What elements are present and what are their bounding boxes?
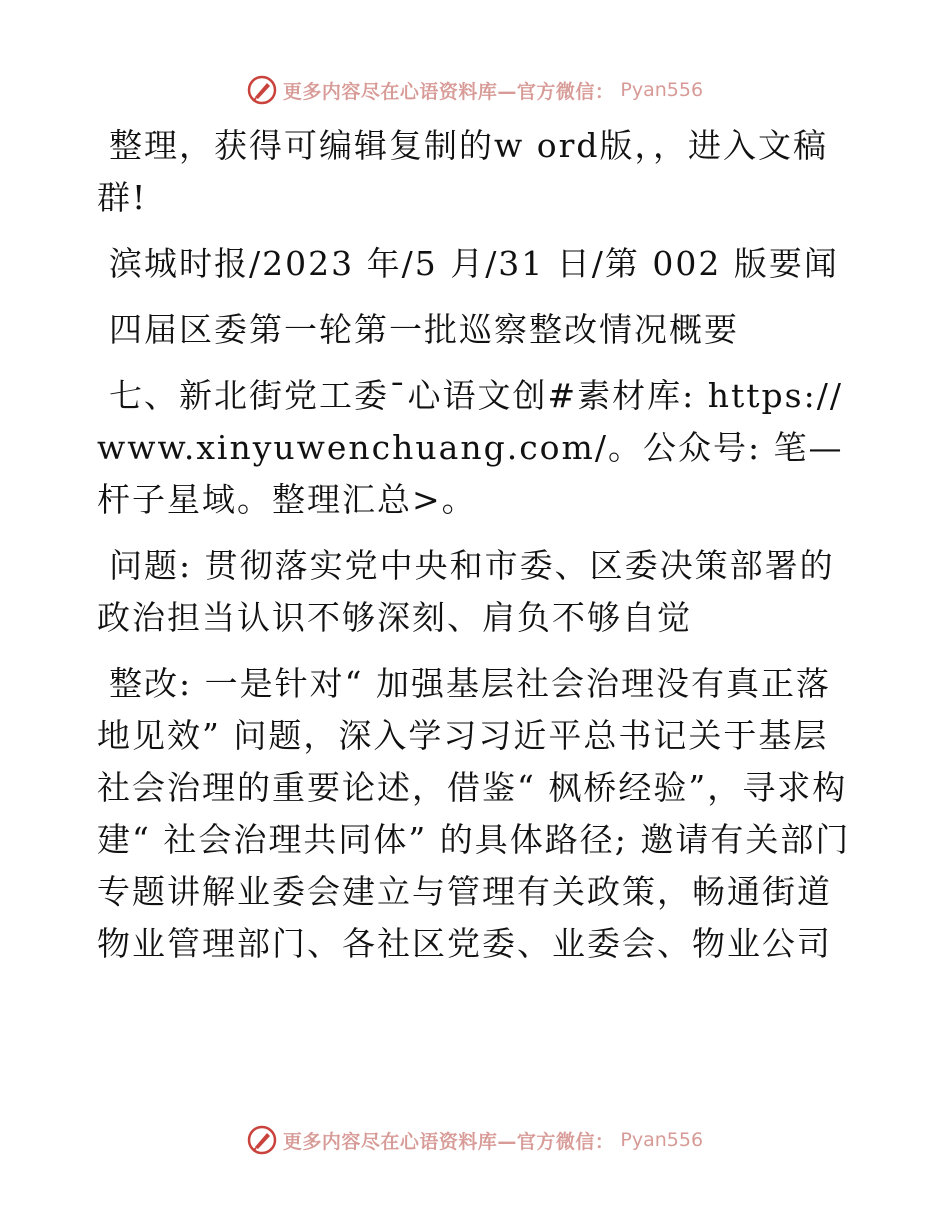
quill-pen-circle-icon: [247, 75, 277, 105]
quill-pen-circle-icon: [247, 1125, 277, 1155]
footer-watermark-banner: [0, 1120, 950, 1160]
paragraph-source-line: 滨城时报/2023 年/5 月/31 日/第 002 版要闻: [109, 244, 839, 283]
paragraph-section-heading: 七、新北街党工委¯心语文创#素材库: https://www.xinyuwenchuang.com/。公众号: 笔—杆子星域。整理汇总>。: [97, 376, 844, 519]
paragraph-intro: 整理，获得可编辑复制的w ord版，，进入文稿群!: [97, 126, 829, 217]
header-watermark-banner: [0, 70, 950, 110]
header-watermark-contact: Pyan556: [620, 79, 704, 101]
paragraph-article-title: 四届区委第一轮第一批巡察整改情况概要: [109, 310, 739, 349]
footer-watermark-text: 更多内容尽在心语资料库—官方微信：: [282, 1130, 615, 1153]
header-watermark-text: 更多内容尽在心语资料库—官方微信：: [282, 80, 615, 103]
paragraph-problem: 问题: 贯彻落实党中央和市委、区委决策部署的政治担当认识不够深刻、肩负不够自觉: [97, 546, 835, 637]
document-body: [97, 120, 857, 984]
footer-watermark-contact: Pyan556: [620, 1129, 704, 1151]
paragraph-rectification: 整改: 一是针对“ 加强基层社会治理没有真正落地见效” 问题，深入学习习近平总书记关于基层社会治理的重要论述，借鉴“ 枫桥经验”，寻求构建“ 社会治理共同体” 的具体路径; 邀请有关部门专题讲解业委会建立与管理有关政策，畅通街道物业管理部门、各社区党委、业委会、物业公司: [97, 664, 851, 963]
